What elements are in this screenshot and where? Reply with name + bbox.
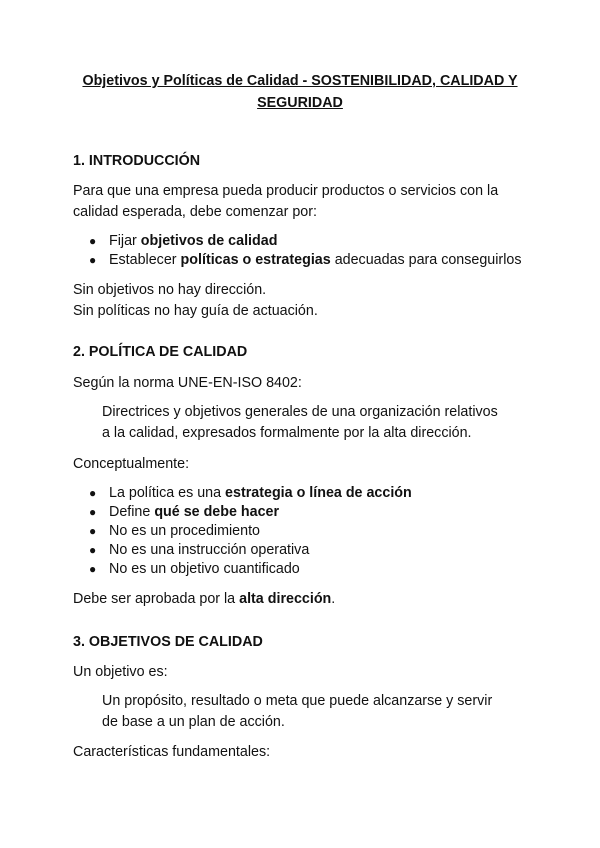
approval-period: . bbox=[331, 591, 336, 607]
section-1-closing bbox=[73, 280, 318, 322]
title-line-2: SEGURIDAD bbox=[257, 95, 343, 111]
list-item bbox=[73, 503, 412, 522]
section-2-concept-label: Conceptualmente: bbox=[73, 456, 190, 472]
bullet-icon: ● bbox=[89, 234, 97, 248]
bullet-text-tail: adecuadas para conseguirlos bbox=[330, 252, 522, 268]
section-3-characteristics-label: Características fundamentales: bbox=[73, 744, 271, 760]
section-3-quote-line-1: Un propósito, resultado o meta que puede alcanzarse y servir bbox=[102, 693, 493, 709]
list-item bbox=[73, 484, 412, 503]
title-line-1: Objetivos y Políticas de Calidad - SOSTENIBILIDAD, CALIDAD Y bbox=[82, 73, 518, 89]
bullet-text: La política es una bbox=[109, 485, 226, 501]
section-2-intro: Según la norma UNE-EN-ISO 8402: bbox=[73, 375, 302, 391]
bullet-bold-text: estrategia o línea de acción bbox=[225, 485, 412, 501]
section-2-quote bbox=[102, 402, 522, 444]
section-1-para-line-2: calidad esperada, debe comenzar por: bbox=[73, 204, 317, 220]
section-1-paragraph bbox=[73, 181, 498, 223]
bullet-icon: ● bbox=[89, 543, 97, 557]
list-item bbox=[73, 560, 412, 579]
bullet-icon: ● bbox=[89, 486, 97, 500]
closing-line-a: Sin objetivos no hay dirección. bbox=[73, 282, 267, 298]
bullet-text: No es un objetivo cuantificado bbox=[109, 561, 300, 577]
section-1-para-line-1: Para que una empresa pueda producir productos o servicios con la bbox=[73, 183, 499, 199]
approval-text: Debe ser aprobada por la bbox=[73, 591, 240, 607]
list-item bbox=[73, 251, 521, 270]
closing-line-b: Sin políticas no hay guía de actuación. bbox=[73, 303, 318, 319]
section-2-bullet-list bbox=[73, 484, 412, 579]
bullet-icon: ● bbox=[89, 253, 97, 267]
bullet-bold-text: qué se debe hacer bbox=[154, 504, 280, 520]
list-item bbox=[73, 232, 521, 251]
section-1-bullet-list bbox=[73, 232, 521, 270]
section-3-heading: 3. OBJETIVOS DE CALIDAD bbox=[73, 634, 263, 650]
document-title bbox=[60, 70, 540, 114]
bullet-icon: ● bbox=[89, 505, 97, 519]
bullet-text: Establecer bbox=[109, 252, 181, 268]
section-3-quote-line-2: de base a un plan de acción. bbox=[102, 714, 285, 730]
list-item bbox=[73, 522, 412, 541]
approval-bold-text: alta dirección bbox=[239, 591, 332, 607]
bullet-icon: ● bbox=[89, 524, 97, 538]
bullet-text: No es una instrucción operativa bbox=[109, 542, 310, 558]
section-1-heading: 1. INTRODUCCIÓN bbox=[73, 153, 201, 169]
bullet-text: Fijar bbox=[109, 233, 141, 249]
bullet-bold-text: políticas o estrategias bbox=[180, 252, 331, 268]
list-item bbox=[73, 541, 412, 560]
section-3-intro: Un objetivo es: bbox=[73, 664, 168, 680]
section-2-quote-line-2: a la calidad, expresados formalmente por la alta dirección. bbox=[102, 425, 472, 441]
section-3-quote bbox=[102, 691, 522, 733]
bullet-text: Define bbox=[109, 504, 155, 520]
section-2-approval bbox=[73, 589, 335, 610]
bullet-text: No es un procedimiento bbox=[109, 523, 260, 539]
bullet-icon: ● bbox=[89, 562, 97, 576]
section-2-heading: 2. POLÍTICA DE CALIDAD bbox=[73, 344, 248, 360]
section-2-quote-line-1: Directrices y objetivos generales de una organización relativos bbox=[102, 404, 498, 420]
bullet-bold-text: objetivos de calidad bbox=[140, 233, 278, 249]
